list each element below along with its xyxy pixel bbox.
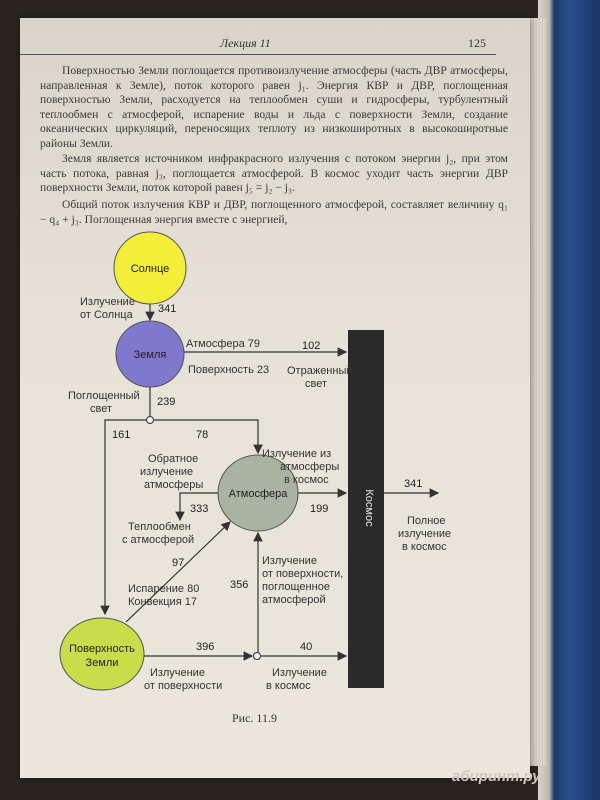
page-number: 125 bbox=[468, 36, 486, 50]
label-absorbed-1: Поглощенный bbox=[68, 390, 140, 402]
junction-bottom bbox=[254, 653, 261, 660]
label-evaporation: Испарение 80 bbox=[128, 583, 200, 595]
surface-label-line1: Поверхность bbox=[69, 643, 135, 655]
header-title: Лекция 11 bbox=[220, 36, 271, 50]
label-surf-abs-2: от поверхности, bbox=[262, 568, 344, 580]
value-78: 78 bbox=[196, 429, 209, 441]
label-total-2: излучение bbox=[398, 528, 452, 540]
label-absorbed-2: свет bbox=[90, 403, 113, 415]
junction-top bbox=[147, 417, 154, 424]
value-199: 199 bbox=[310, 503, 329, 515]
label-surf-space-2: в космос bbox=[266, 680, 311, 692]
label-atmosphere-79: Атмосфера 79 bbox=[186, 338, 261, 350]
label-reflected-1: Отраженный bbox=[287, 365, 353, 377]
paragraph-1: Поверхностью Земли поглощается противоизлучение атмосферы (часть ДВР атмосферы, направленная к Земле), поток которого равен j₁. Энергия КВР и ДВР, поглощенная поверхностью Земли, расходуется на теплообмен суши и гидросферы, турбулентный теплообмен с атмосферой, испарение воды и льда с поверхности Земли, создание океанических циркуляций, переносящих теплоту из низкоширотных в высокоширотные районы Земли. bbox=[40, 64, 508, 150]
surface-label-line2: Земли bbox=[85, 657, 119, 669]
label-surf-rad-2: от поверхности bbox=[144, 680, 223, 692]
atmosphere-label: Атмосфера bbox=[228, 488, 288, 500]
label-back-rad-2: излучение bbox=[140, 466, 194, 478]
space-label: Космос bbox=[363, 489, 375, 527]
value-356: 356 bbox=[230, 579, 249, 591]
sun-label: Солнце bbox=[130, 263, 170, 275]
label-total-3: в космос bbox=[402, 541, 447, 553]
label-heat-exchange-1: Теплообмен bbox=[128, 521, 191, 533]
label-total-1: Полное bbox=[407, 515, 446, 527]
paragraph-2: Земля является источником инфракрасного излучения с потоком энергии j₂, при этом часть потока, равная j₃, поглощается атмосферой. В космос уходит часть энергии ДВР поверхности Земли, поток которой равен j₅ = j₂ − j₃. bbox=[40, 152, 508, 194]
label-back-rad-3: атмосферы bbox=[144, 479, 204, 491]
label-surf-abs-4: атмосферой bbox=[262, 594, 326, 606]
value-40: 40 bbox=[300, 641, 313, 653]
label-surf-abs-1: Излучение bbox=[262, 555, 317, 567]
value-161: 161 bbox=[112, 429, 131, 441]
label-heat-exchange-2: с атмосферой bbox=[122, 534, 195, 546]
value-333: 333 bbox=[190, 503, 209, 515]
value-341-in: 341 bbox=[158, 303, 177, 315]
label-sun-radiation-1: Излучение bbox=[80, 296, 135, 308]
label-atm-space-2: атмосферы bbox=[280, 461, 340, 473]
value-396: 396 bbox=[196, 641, 215, 653]
label-atm-space-3: в космос bbox=[284, 474, 329, 486]
label-sun-radiation-2: от Солнца bbox=[80, 309, 133, 321]
value-102: 102 bbox=[302, 340, 321, 352]
label-surf-space-1: Излучение bbox=[272, 667, 327, 679]
label-surf-abs-3: поглощенное bbox=[262, 581, 330, 593]
label-back-rad-1: Обратное bbox=[148, 453, 199, 465]
label-convection: Конвекция 17 bbox=[128, 596, 197, 608]
label-reflected-2: свет bbox=[305, 378, 328, 390]
value-341-out: 341 bbox=[404, 478, 423, 490]
label-surface-23: Поверхность 23 bbox=[188, 364, 270, 376]
figure-caption: Рис. 11.9 bbox=[232, 711, 277, 725]
paragraph-3: Общий поток излучения КВР и ДВР, поглощенного атмосферой, составляет величину q₁ − q₄ + j₃. Поглощенная энергия вместе с энергией, bbox=[40, 198, 508, 226]
earth-label: Земля bbox=[133, 349, 167, 361]
watermark: абиринт.ру bbox=[452, 768, 541, 785]
label-atm-space-1: Излучение из bbox=[262, 448, 332, 460]
value-97: 97 bbox=[172, 557, 185, 569]
label-surf-rad-1: Излучение bbox=[150, 667, 205, 679]
value-239: 239 bbox=[157, 396, 176, 408]
